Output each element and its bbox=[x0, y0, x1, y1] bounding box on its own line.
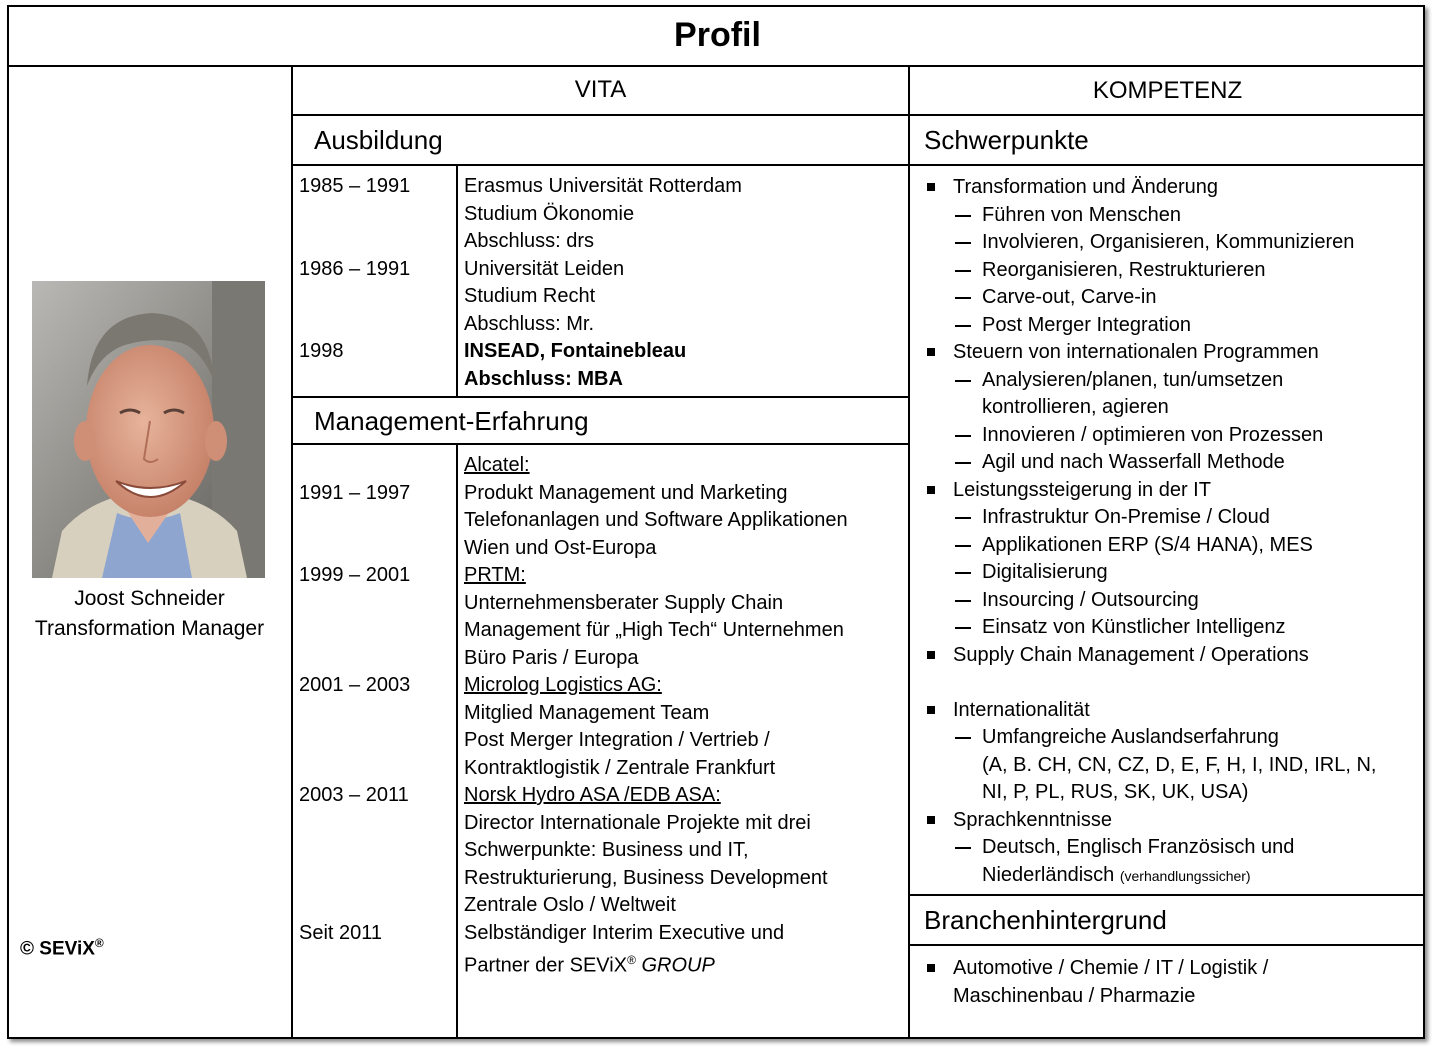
schwerpunkte-text: Supply Chain Management / Operations bbox=[953, 643, 1309, 666]
schwerpunkte-item bbox=[927, 532, 1422, 560]
edu-line: Studium Recht bbox=[464, 285, 596, 307]
dash-icon bbox=[955, 242, 971, 244]
schwerpunkte-text: Reorganisieren, Restrukturieren bbox=[982, 258, 1266, 281]
branchen-list bbox=[927, 955, 1422, 1010]
schwerpunkte-item bbox=[927, 504, 1422, 532]
management-heading: Management-Erfahrung bbox=[314, 406, 589, 436]
schwerpunkte-item bbox=[927, 587, 1422, 615]
bullet-icon bbox=[927, 183, 935, 191]
edu-year: 1986 – 1991 bbox=[299, 258, 411, 280]
edu-line: Abschluss: drs bbox=[464, 230, 595, 252]
mgmt-line: Management für „High Tech“ Unternehmen bbox=[464, 619, 844, 641]
edu-year: 1985 – 1991 bbox=[299, 175, 411, 197]
partner-group: GROUP bbox=[641, 954, 715, 977]
dash-icon bbox=[955, 462, 971, 464]
mgmt-company: Norsk Hydro ASA /EDB ASA: bbox=[464, 784, 721, 806]
mgmt-year: 2001 – 2003 bbox=[299, 674, 411, 696]
page-title: Profil bbox=[674, 16, 761, 54]
mgmt-year: 1999 – 2001 bbox=[299, 564, 411, 586]
schwerpunkte-item bbox=[927, 477, 1422, 505]
schwerpunkte-text: kontrollieren, agieren bbox=[982, 396, 1169, 418]
bullet-icon bbox=[927, 486, 935, 494]
registered-mark: ® bbox=[94, 936, 104, 950]
schwerpunkte-text: Digitalisierung bbox=[982, 561, 1108, 583]
branchen-heading: Branchenhintergrund bbox=[924, 905, 1167, 935]
vita-header: VITA bbox=[574, 76, 627, 103]
schwerpunkte-text: Führen von Menschen bbox=[982, 203, 1182, 226]
schwerpunkte-text: Innovieren / optimieren von Prozessen bbox=[982, 423, 1324, 446]
divider-edu-years bbox=[456, 164, 458, 397]
mgmt-year: Seit 2011 bbox=[299, 922, 383, 944]
branchen-text: Automotive / Chemie / IT / Logistik / bbox=[953, 957, 1269, 979]
mgmt-line: Kontraktlogistik / Zentrale Frankfurt bbox=[464, 757, 776, 779]
mgmt-year: 1991 – 1997 bbox=[299, 482, 411, 504]
schwerpunkte-text: Niederländisch bbox=[982, 863, 1115, 886]
partner-brand: SEViX bbox=[569, 954, 628, 977]
dash-icon bbox=[955, 325, 971, 327]
mgmt-line: Post Merger Integration / Vertrieb / bbox=[464, 729, 770, 751]
schwerpunkte-text: Deutsch, Englisch Französisch und bbox=[982, 836, 1295, 858]
divider-branchen-head bbox=[909, 944, 1425, 946]
divider-colheads bbox=[292, 114, 1425, 116]
mgmt-line: Büro Paris / Europa bbox=[464, 647, 639, 669]
dash-icon bbox=[955, 545, 971, 547]
schwerpunkte-item bbox=[927, 834, 1422, 862]
schwerpunkte-text: Analysieren/planen, tun/umsetzen bbox=[982, 368, 1284, 391]
schwerpunkte-text: Applikationen ERP (S/4 HANA), MES bbox=[982, 533, 1313, 556]
edu-line: INSEAD, Fontainebleau bbox=[464, 340, 687, 362]
partner-prefix: Partner der bbox=[464, 954, 565, 977]
dash-icon bbox=[955, 270, 971, 272]
dash-icon bbox=[955, 627, 971, 629]
schwerpunkte-item bbox=[927, 669, 1422, 697]
schwerpunkte-text: Post Merger Integration bbox=[982, 313, 1191, 336]
schwerpunkte-item bbox=[927, 559, 1422, 587]
dash-icon bbox=[955, 847, 971, 849]
schwerpunkte-text: Carve-out, Carve-in bbox=[982, 286, 1157, 308]
schwerpunkte-item bbox=[927, 807, 1422, 835]
copyright-text: © SEViX bbox=[20, 938, 95, 960]
schwerpunkte-item bbox=[927, 339, 1422, 367]
mgmt-partner-line bbox=[464, 947, 715, 980]
schwerpunkte-text: Involvieren, Organisieren, Kommunizieren bbox=[982, 231, 1355, 253]
schwerpunkte-text: Infrastruktur On-Premise / Cloud bbox=[982, 506, 1270, 528]
mgmt-line: Restrukturierung, Business Development bbox=[464, 867, 828, 889]
dash-icon bbox=[955, 435, 971, 437]
schwerpunkte-list bbox=[927, 174, 1422, 890]
dash-icon bbox=[955, 215, 971, 217]
edu-line: Abschluss: MBA bbox=[464, 367, 623, 390]
schwerpunkte-text: Einsatz von Künstlicher Intelligenz bbox=[982, 616, 1286, 638]
divider-title bbox=[8, 65, 1425, 67]
schwerpunkte-item bbox=[927, 174, 1422, 202]
edu-line: Erasmus Universität Rotterdam bbox=[464, 175, 742, 197]
schwerpunkte-text: Agil und nach Wasserfall Methode bbox=[982, 451, 1285, 473]
schwerpunkte-item bbox=[927, 642, 1422, 670]
branchen-item bbox=[927, 955, 1422, 983]
dash-icon bbox=[955, 737, 971, 739]
mgmt-line: Unternehmensberater Supply Chain bbox=[464, 592, 784, 614]
divider-photo-column bbox=[291, 65, 293, 1039]
mgmt-line: Director Internationale Projekte mit drei bbox=[464, 812, 811, 834]
schwerpunkte-item bbox=[927, 367, 1422, 395]
divider-mgmt-head bbox=[292, 443, 909, 445]
edu-line: Abschluss: Mr. bbox=[464, 312, 595, 335]
registered-mark: ® bbox=[627, 953, 636, 967]
schwerpunkte-item bbox=[927, 229, 1422, 257]
person-name: Joost Schneider bbox=[74, 587, 225, 610]
schwerpunkte-item bbox=[927, 394, 1422, 422]
dash-icon bbox=[955, 380, 971, 382]
kompetenz-header: KOMPETENZ bbox=[1092, 77, 1243, 104]
schwerpunkte-item bbox=[927, 752, 1422, 780]
divider-edu-end bbox=[292, 396, 909, 398]
branchen-text: Maschinenbau / Pharmazie bbox=[953, 984, 1196, 1007]
divider-branchen-top bbox=[909, 894, 1425, 896]
branchen-item bbox=[927, 983, 1422, 1011]
dash-icon bbox=[955, 572, 971, 574]
schwerpunkte-item bbox=[927, 312, 1422, 340]
dash-icon bbox=[955, 600, 971, 602]
schwerpunkte-text: Transformation und Änderung bbox=[953, 176, 1218, 198]
ausbildung-heading: Ausbildung bbox=[314, 125, 443, 155]
schwerpunkte-item bbox=[927, 697, 1422, 725]
bullet-icon bbox=[927, 706, 935, 714]
mgmt-line: Wien und Ost-Europa bbox=[464, 537, 657, 559]
divider-vita-kompetenz bbox=[908, 65, 910, 1039]
mgmt-line: Schwerpunkte: Business und IT, bbox=[464, 839, 749, 861]
divider-mgmt-years bbox=[456, 443, 458, 1039]
mgmt-company: Alcatel: bbox=[464, 454, 530, 476]
mgmt-year: 2003 – 2011 bbox=[299, 784, 409, 806]
schwerpunkte-item bbox=[927, 779, 1422, 807]
bullet-icon bbox=[927, 816, 935, 824]
edu-line: Studium Ökonomie bbox=[464, 202, 635, 225]
dash-icon bbox=[955, 517, 971, 519]
portrait-photo bbox=[32, 281, 265, 578]
mgmt-company: Microlog Logistics AG: bbox=[464, 674, 662, 696]
schwerpunkte-item bbox=[927, 614, 1422, 642]
person-role: Transformation Manager bbox=[34, 617, 265, 640]
schwerpunkte-text: Umfangreiche Auslandserfahrung bbox=[982, 726, 1279, 748]
schwerpunkte-item bbox=[927, 862, 1422, 891]
schwerpunkte-text: Leistungssteigerung in der IT bbox=[953, 478, 1211, 501]
dash-icon bbox=[955, 297, 971, 299]
mgmt-line: Mitglied Management Team bbox=[464, 702, 710, 724]
mgmt-line: Telefonanlagen und Software Applikationen bbox=[464, 509, 848, 531]
mgmt-line: Selbständiger Interim Executive und bbox=[464, 922, 785, 944]
edu-year: 1998 bbox=[299, 340, 344, 362]
language-note: (verhandlungssicher) bbox=[1119, 867, 1251, 884]
mgmt-line: Zentrale Oslo / Weltweit bbox=[464, 894, 676, 916]
schwerpunkte-text: Insourcing / Outsourcing bbox=[982, 588, 1199, 611]
mgmt-company: PRTM: bbox=[464, 564, 526, 586]
schwerpunkte-item bbox=[927, 284, 1422, 312]
schwerpunkte-text: (A, B. CH, CN, CZ, D, E, F, H, I, IND, IRL, N, bbox=[982, 753, 1377, 776]
schwerpunkte-item bbox=[927, 449, 1422, 477]
schwerpunkte-item bbox=[927, 724, 1422, 752]
schwerpunkte-item bbox=[927, 202, 1422, 230]
mgmt-line: Produkt Management und Marketing bbox=[464, 482, 788, 504]
schwerpunkte-heading: Schwerpunkte bbox=[924, 125, 1089, 155]
bullet-icon bbox=[927, 651, 935, 659]
bullet-icon bbox=[927, 348, 935, 356]
divider-section-heads bbox=[292, 164, 1425, 166]
schwerpunkte-text: Steuern von internationalen Programmen bbox=[953, 341, 1319, 363]
schwerpunkte-text: Internationalität bbox=[953, 698, 1090, 721]
schwerpunkte-item bbox=[927, 422, 1422, 450]
bullet-icon bbox=[927, 964, 935, 972]
copyright-notice bbox=[20, 936, 104, 960]
schwerpunkte-text: NI, P, PL, RUS, SK, UK, USA) bbox=[982, 781, 1249, 803]
schwerpunkte-item bbox=[927, 257, 1422, 285]
schwerpunkte-text: Sprachkenntnisse bbox=[953, 808, 1112, 831]
edu-line: Universität Leiden bbox=[464, 257, 625, 280]
